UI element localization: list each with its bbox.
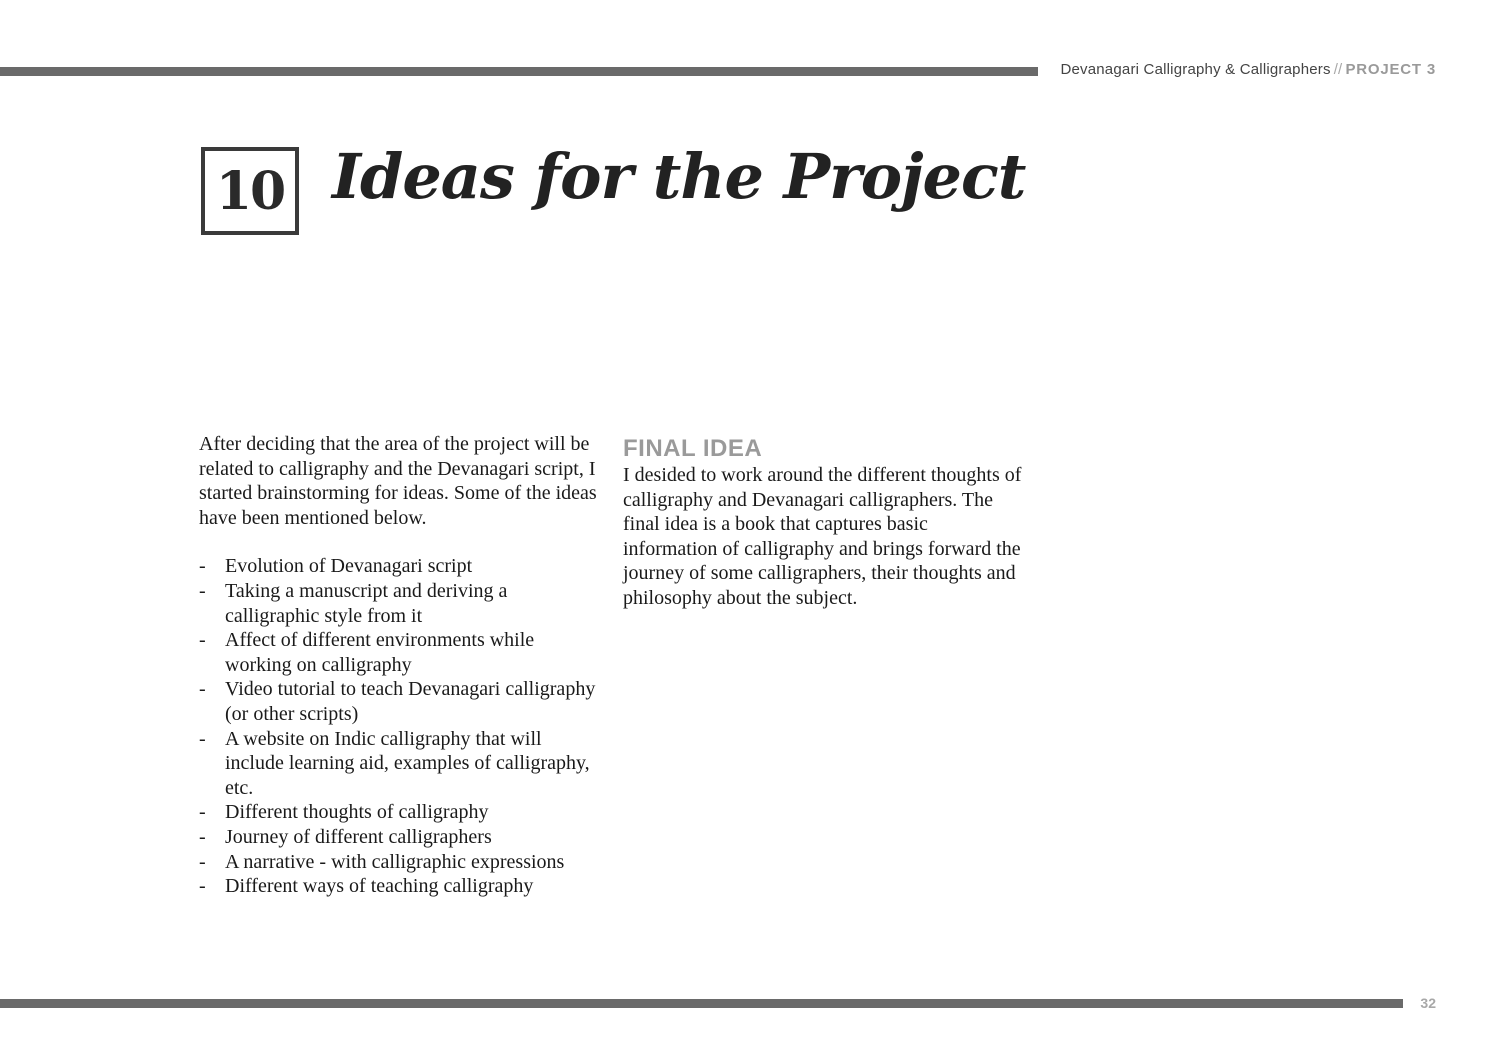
list-item-text: Affect of different environments while working on calligraphy [225, 629, 535, 676]
list-item [199, 628, 599, 677]
idea-list [199, 554, 599, 898]
final-idea-heading: FINAL IDEA [623, 435, 763, 462]
running-title: Devanagari Calligraphy & Calligraphers [1060, 61, 1331, 78]
list-bullet: - [199, 579, 206, 602]
intro-paragraph: After deciding that the area of the project will be related to calligraphy and the Devanagari script, I started brainstorming for ideas. Some of the ideas have been mentioned below. [199, 433, 597, 529]
page-number: 32 [1420, 995, 1436, 1011]
list-item-text: Different thoughts of calligraphy [225, 801, 489, 824]
running-header [1060, 61, 1436, 78]
final-idea-text: I desided to work around the different thoughts of calligraphy and Devanagari calligraphers. The final idea is a book that captures basic information of calligraphy and brings forward the journey of some calligraphers, their thoughts and philosophy about the subject. [623, 464, 1022, 609]
chapter-number: 10 [215, 160, 285, 222]
bottom-rule [0, 999, 1403, 1008]
header-separator: // [1333, 61, 1343, 78]
list-item-text: A narrative - with calligraphic expressions [225, 850, 565, 873]
project-label: PROJECT 3 [1345, 61, 1436, 78]
list-item-text: Journey of different calligraphers [225, 825, 492, 848]
right-column [623, 436, 1023, 611]
list-item [199, 825, 599, 850]
list-bullet: - [199, 825, 206, 848]
list-item-text: Evolution of Devanagari script [225, 555, 473, 578]
list-item [199, 579, 599, 628]
list-bullet: - [199, 850, 206, 873]
list-item-text: Different ways of teaching calligraphy [225, 875, 534, 898]
left-column [199, 432, 599, 899]
list-bullet: - [199, 875, 206, 898]
list-item-text: Taking a manuscript and deriving a calligraphic style from it [225, 579, 508, 627]
list-item [199, 554, 599, 579]
chapter-title: Ideas for the Project [332, 140, 1026, 213]
list-item-text: Video tutorial to teach Devanagari calligraphy (or other scripts) [225, 678, 596, 725]
list-bullet: - [199, 629, 206, 652]
list-bullet: - [199, 678, 206, 701]
list-item [199, 874, 599, 899]
list-item [199, 850, 599, 875]
list-item [199, 677, 599, 726]
chapter-number-box [201, 147, 299, 235]
list-bullet: - [199, 555, 206, 578]
list-item-text: A website on Indic calligraphy that will include learning aid, examples of calligraphy, etc. [225, 727, 590, 799]
list-bullet: - [199, 727, 206, 750]
list-item [199, 800, 599, 825]
list-bullet: - [199, 801, 206, 824]
top-rule [0, 67, 1038, 76]
list-item [199, 727, 599, 801]
